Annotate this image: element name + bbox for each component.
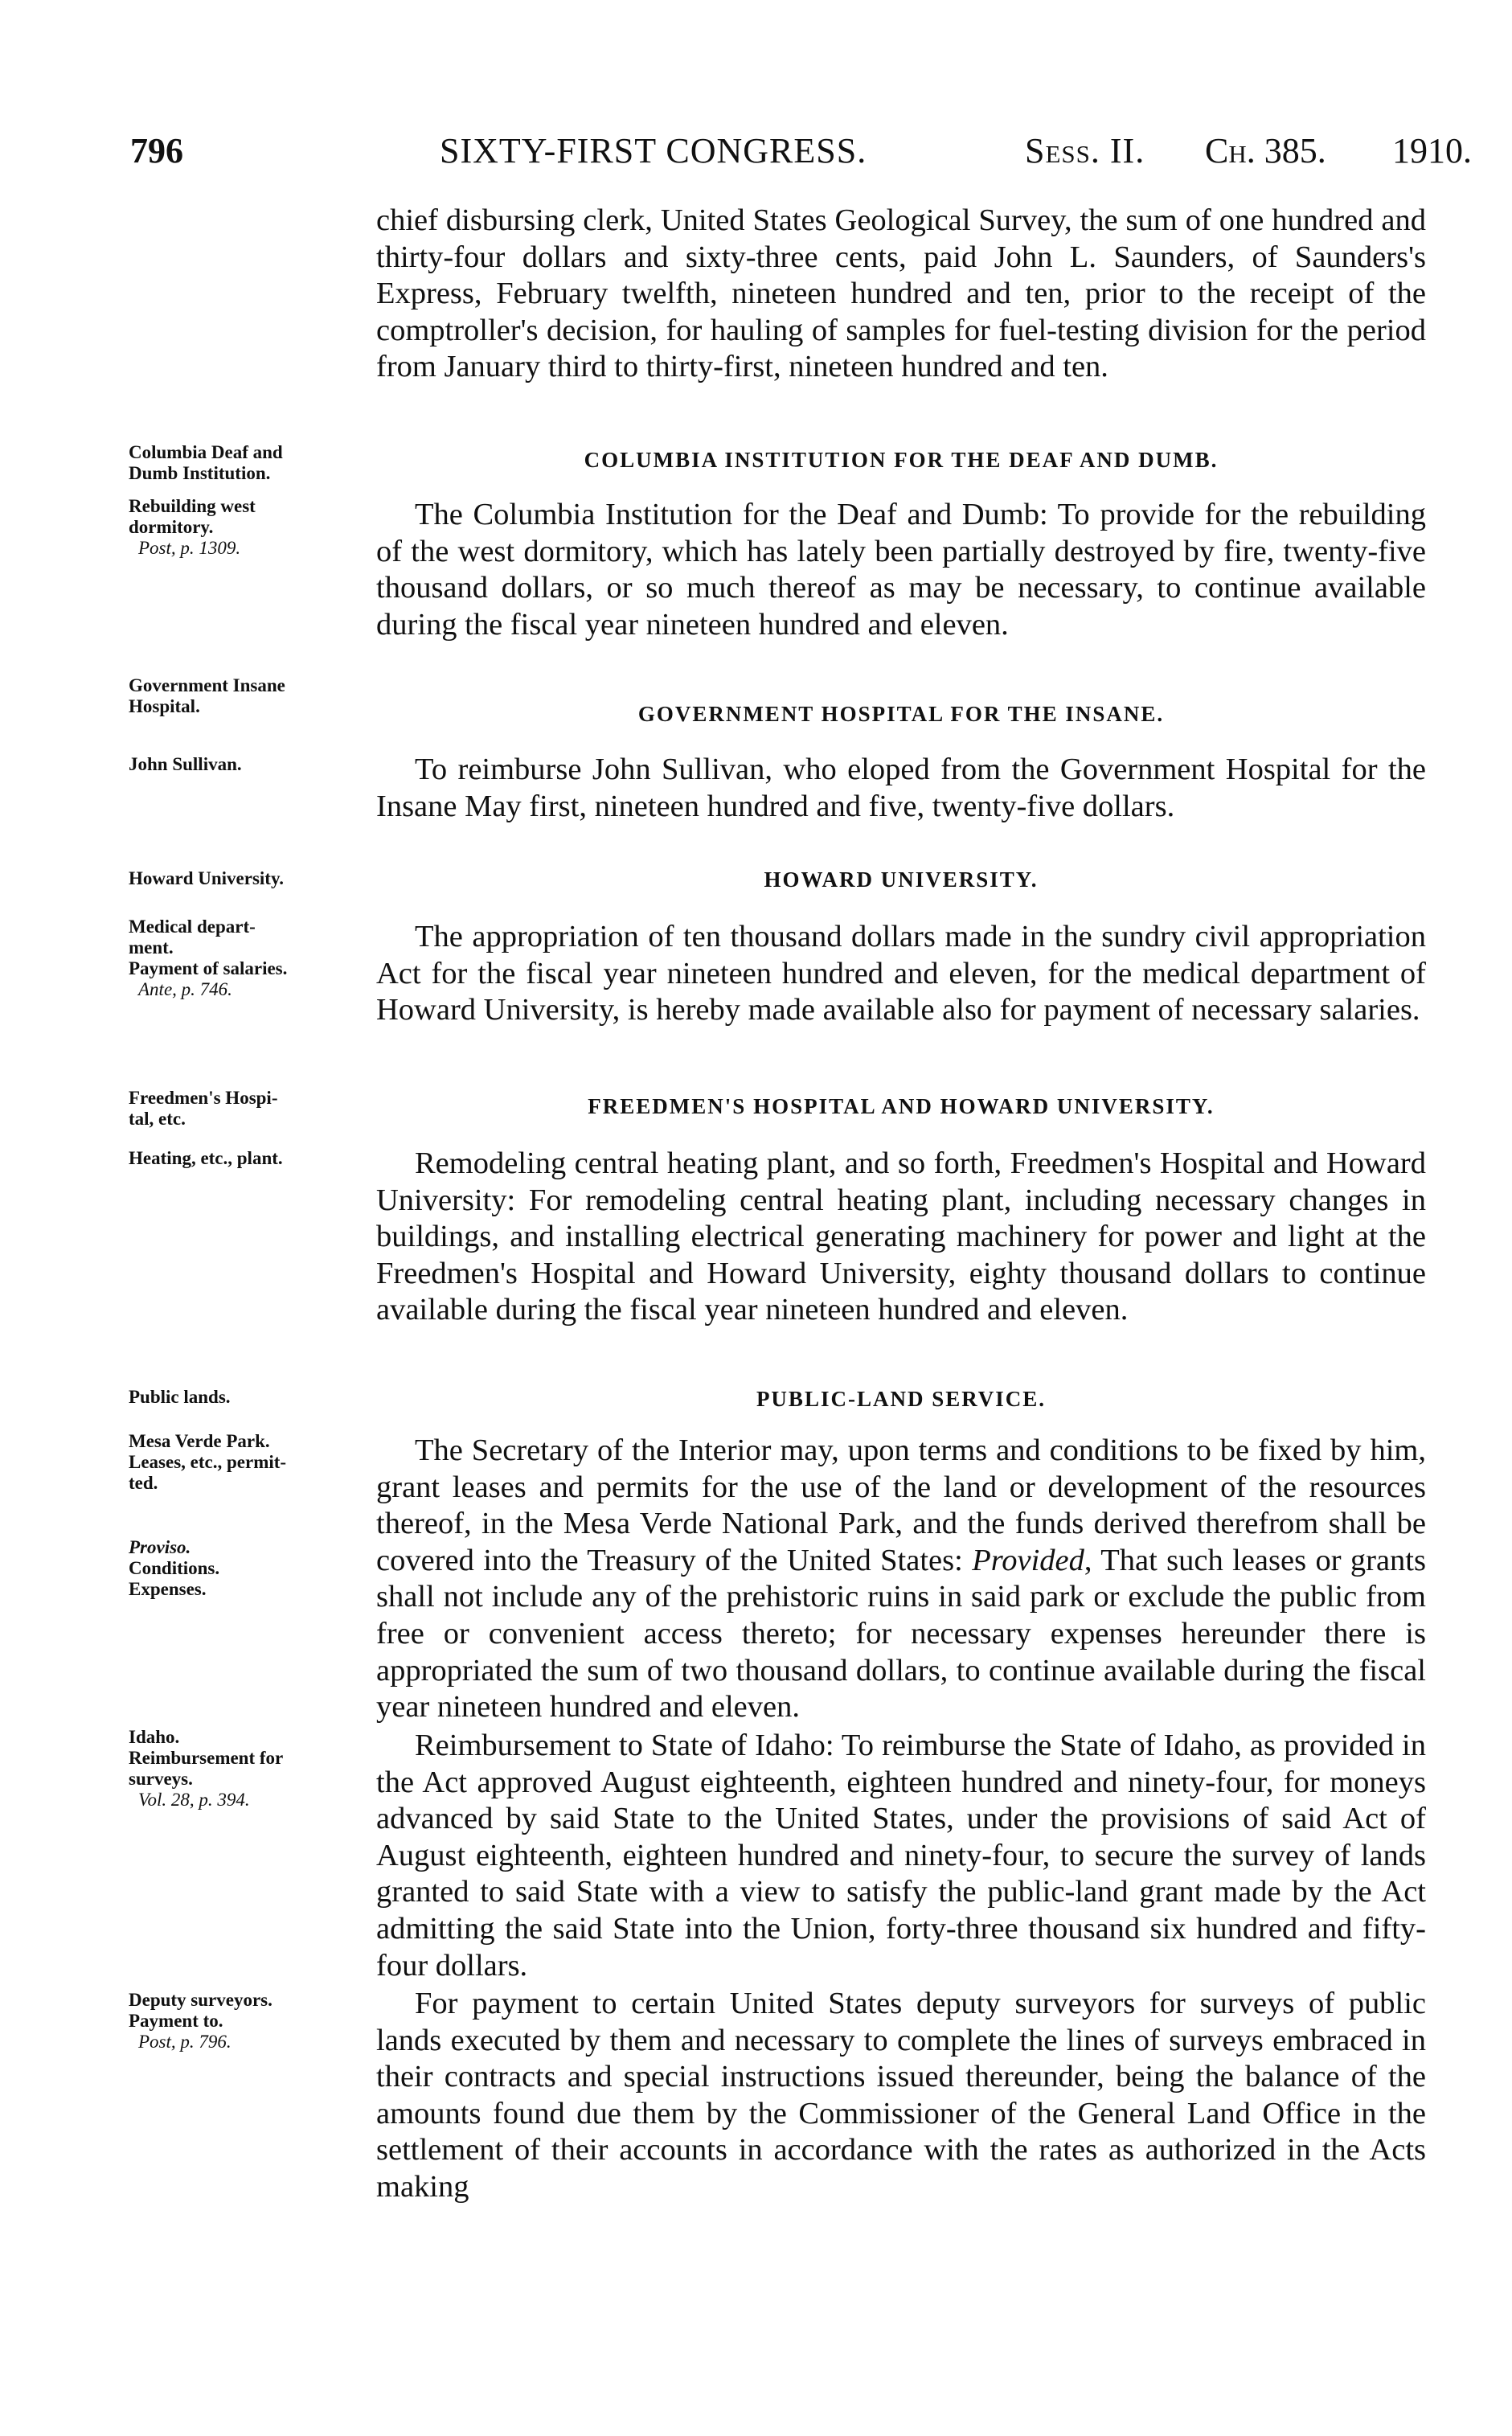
paragraph-columbia — [376, 497, 1426, 643]
margin-note-line: Mesa Verde Park. — [129, 1431, 270, 1451]
margin-note-rebuilding — [129, 496, 370, 559]
paragraph-mesa-verde — [376, 1433, 1426, 1726]
margin-note-line: Medical depart- — [129, 917, 256, 937]
paragraph-deputy-surveyors — [376, 1986, 1426, 2206]
section-heading-freedmens: FREEDMEN'S HOSPITAL AND HOWARD UNIVERSITY. — [588, 1094, 1215, 1118]
chapter-label: Ch. 385. — [1205, 131, 1326, 170]
session-label: Sess. II. — [1025, 131, 1145, 170]
section-heading-howard: HOWARD UNIVERSITY. — [764, 867, 1039, 892]
paragraph-text: Reimbursement to State of Idaho: To reimburse the State of Idaho, as provided in the Act approved August eighteenth, eighteen hundred and ninety-four, for moneys advanced by said State to the United States, under the provisions of said Act of August eighteenth, eighteen hundred and ninety-four, to secure the survey of lands granted to said State with a view to satisfy the public-land grant made by the Act admitting the said State into the Union, forty-three thousand six hundred and fifty-four dollars. — [376, 1729, 1426, 1983]
margin-note-heating — [129, 1148, 370, 1169]
margin-note-line: Howard University. — [129, 868, 284, 888]
margin-note-hospital — [129, 675, 370, 717]
paragraph-text: The appropriation of ten thousand dollars made in the sundry civil appropriation Act for the fiscal year nineteen hundred and eleven, for the medical department of Howard University, is hereby made available also for payment of necessary salaries. — [376, 920, 1426, 1027]
margin-note-reference: Vol. 28, p. 394. — [138, 1790, 250, 1810]
margin-note-line: Freedmen's Hospi- — [129, 1088, 278, 1108]
section-heading-hospital: GOVERNMENT HOSPITAL FOR THE INSANE. — [637, 702, 1165, 726]
opening-paragraph: chief disbursing clerk, United States Geological Survey, the sum of one hundred and thirty-four dollars and sixty-three cents, paid John L. Saunders, of Saunders's Express, February twelfth, nineteen hundred and ten, prior to the receipt of the comptroller's decision, for hauling of samples for fuel-testing division for the period from January third to thirty-first, nineteen hundred and ten. — [376, 203, 1426, 384]
margin-note-line: Heating, etc., plant. — [129, 1148, 283, 1168]
margin-note-line: Hospital. — [129, 696, 200, 716]
margin-note-line: ment. — [129, 937, 174, 958]
margin-note-line: Columbia Deaf and — [129, 442, 283, 462]
margin-note-line: Leases, etc., permit- — [129, 1452, 287, 1472]
margin-note-line: Payment of salaries. — [129, 958, 288, 978]
paragraph-text: To reimburse John Sullivan, who eloped from the Government Hospital for the Insane May first, nineteen hundred and five, twenty-five dollars. — [376, 753, 1426, 823]
margin-note-deputy-surveyors — [129, 1990, 370, 2053]
margin-note-howard — [129, 868, 370, 889]
margin-note-reference: Post, p. 1309. — [138, 538, 241, 558]
section-heading-public-land: PUBLIC-LAND SERVICE. — [756, 1387, 1047, 1411]
running-header — [130, 127, 1472, 175]
paragraph-text: The Secretary of the Interior may, upon terms and conditions to be fixed by him, grant leases and permits for the use of the land or development of the resources thereof, in the Mesa Verde National Park, and the funds derived therefrom shall be covered into the Treasury of the United States: — [376, 1433, 1426, 1577]
margin-note-line: dormitory. — [129, 517, 214, 537]
year-label: 1910. — [1392, 131, 1472, 170]
paragraph-hospital — [376, 752, 1426, 825]
paragraph-text: Remodeling central heating plant, and so forth, Freedmen's Hospital and Howard University: For remodeling central heating plant, including necessary changes in buildings, and installing electrical generating machinery for power and light at the Freedmen's Hospital and Howard University, eighty thousand dollars to continue available during the fiscal year nineteen hundred and eleven. — [376, 1146, 1426, 1327]
paragraph-idaho — [376, 1728, 1426, 1984]
paragraph-text: , That such leases or grants shall not include any of the prehistoric ruins in said park or exclude the public from free or convenient access thereto; for necessary expenses hereunder there is appropriated the sum of two thousand dollars, to continue available during the fiscal year nineteen hundred and eleven. — [376, 1543, 1426, 1724]
paragraph-howard — [376, 919, 1426, 1029]
margin-note-freedmens — [129, 1088, 370, 1130]
margin-note-line: Deputy surveyors. — [129, 1990, 272, 2010]
margin-note-medical — [129, 917, 370, 1000]
margin-note-line: Expenses. — [129, 1579, 207, 1599]
margin-note-line: Reimbursement for — [129, 1748, 284, 1768]
margin-note-line: Government Insane — [129, 675, 285, 695]
margin-note-line: tal, etc. — [129, 1109, 186, 1129]
margin-note-reference: Ante, p. 746. — [138, 979, 232, 999]
margin-note-mesa-verde — [129, 1431, 370, 1494]
margin-note-columbia — [129, 442, 370, 484]
paragraph-freedmens — [376, 1146, 1426, 1329]
margin-note-line: Idaho. — [129, 1727, 180, 1747]
paragraph-text: The Columbia Institution for the Deaf and Dumb: To provide for the rebuilding of the west dormitory, which has lately been partially destroyed by fire, twenty-five thousand dollars, or so much thereof as may be necessary, to continue available during the fiscal year nineteen hundred and eleven. — [376, 498, 1426, 642]
running-title: SIXTY-FIRST CONGRESS. — [440, 131, 867, 170]
margin-note-sullivan — [129, 754, 370, 775]
proviso-word: Provided — [972, 1543, 1084, 1577]
section-heading-columbia: COLUMBIA INSTITUTION FOR THE DEAF AND DUMB. — [584, 448, 1219, 472]
margin-note-line: Dumb Institution. — [129, 463, 271, 483]
margin-note-line: John Sullivan. — [129, 754, 242, 774]
page-number: 796 — [130, 131, 183, 170]
margin-note-line: Payment to. — [129, 2011, 223, 2031]
margin-note-reference: Post, p. 796. — [138, 2032, 232, 2052]
margin-note-proviso — [129, 1537, 370, 1600]
margin-note-line: Public lands. — [129, 1387, 231, 1407]
margin-note-line: Rebuilding west — [129, 496, 256, 516]
margin-note-public-lands — [129, 1387, 370, 1408]
margin-note-line: ted. — [129, 1473, 158, 1493]
margin-note-line: surveys. — [129, 1769, 193, 1789]
margin-note-idaho — [129, 1727, 370, 1811]
margin-note-line: Proviso. — [129, 1537, 191, 1557]
paragraph-text: For payment to certain United States deputy surveyors for surveys of public lands executed by them and necessary to complete the lines of surveys embraced in their contracts and special instructions issued thereunder, being the balance of the amounts found due them by the Commissioner of the General Land Office in the settlement of their accounts in accordance with the rates as authorized in the Acts making — [376, 1987, 1426, 2204]
margin-note-line: Conditions. — [129, 1558, 220, 1578]
